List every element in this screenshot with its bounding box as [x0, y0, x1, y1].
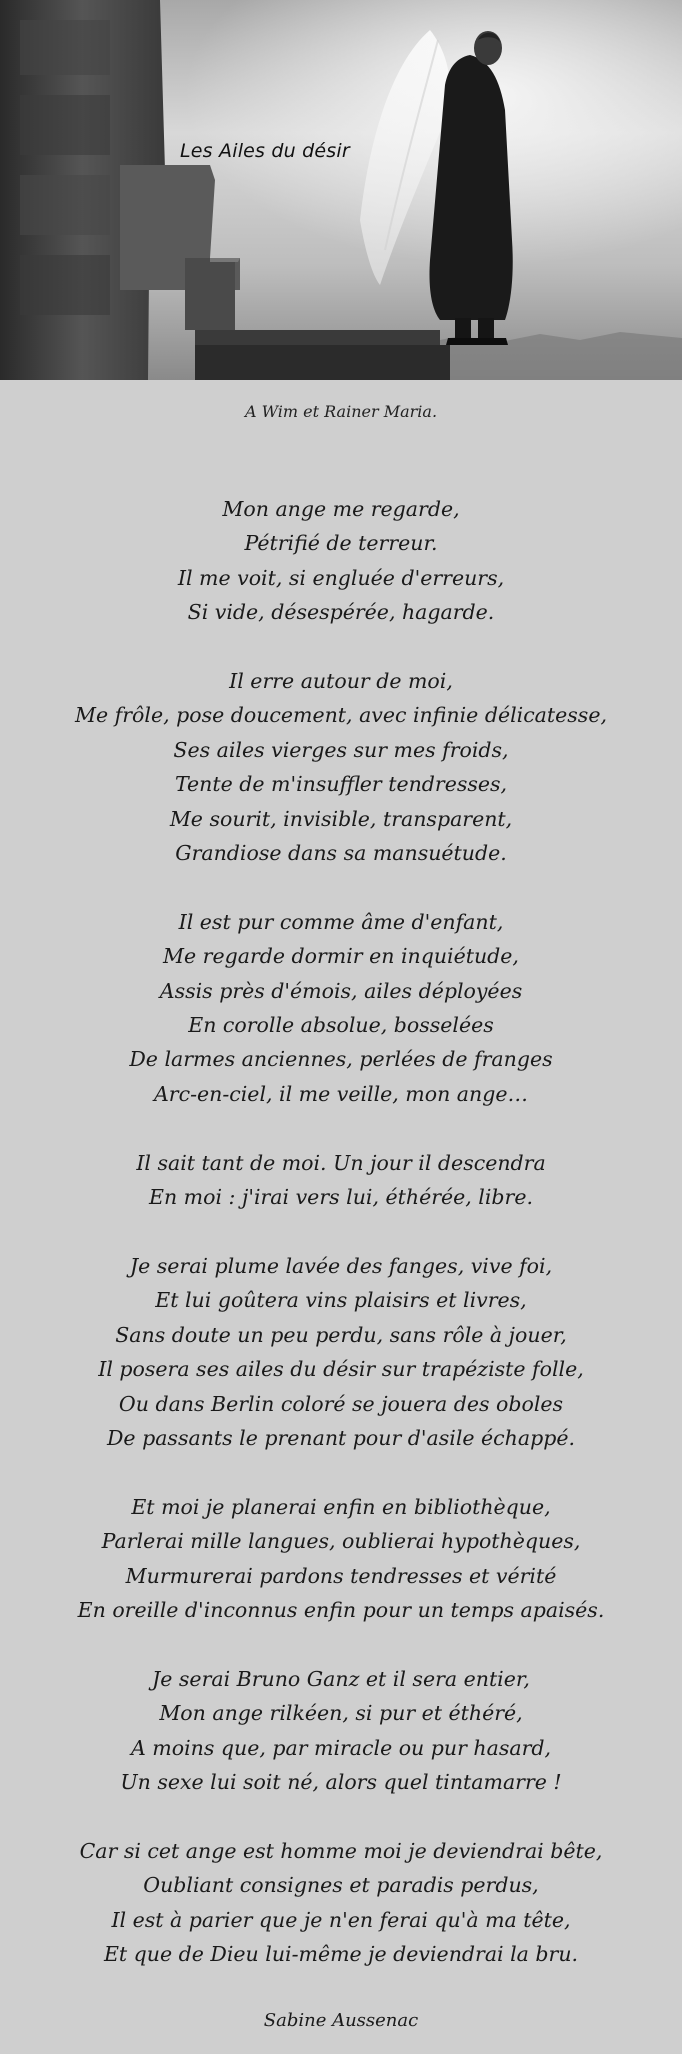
poem-line: Car si cet ange est homme moi je deviendrai bête, [79, 1838, 603, 1863]
poem-line: Me regarde dormir en inquiétude, [163, 944, 519, 969]
angel-on-ledge-illustration [0, 0, 682, 380]
stanza [0, 1662, 682, 1800]
stanza [0, 1249, 682, 1455]
film-title: Les Ailes du désir [180, 140, 350, 162]
author-signature: Sabine Aussenac [263, 2010, 419, 2031]
dedication: A Wim et Rainer Maria. [244, 402, 438, 421]
poem-line: Me frôle, pose doucement, avec infinie délicatesse, [75, 703, 607, 728]
poem-line: De passants le prenant pour d'asile échappé. [107, 1425, 575, 1450]
poem-line: Il sait tant de moi. Un jour il descendra [136, 1150, 546, 1175]
poem-line: Et lui goûtera vins plaisirs et livres, [155, 1288, 527, 1313]
poem-line: Mon ange rilkéen, si pur et éthéré, [159, 1701, 523, 1726]
poem-line: Parlerai mille langues, oublierai hypothèques, [101, 1529, 581, 1554]
poem-line: Il erre autour de moi, [229, 669, 453, 694]
poem-line: A moins que, par miracle ou pur hasard, [130, 1735, 552, 1760]
poem-line: Je serai Bruno Ganz et il sera entier, [152, 1666, 530, 1691]
poem-line: Et que de Dieu lui-même je deviendrai la bru. [103, 1941, 579, 1966]
stanza [0, 1146, 682, 1215]
poem-line: Mon ange me regarde, [222, 497, 460, 521]
poem-line: Je serai plume lavée des fanges, vive foi, [129, 1253, 553, 1278]
poem-line: Il est à parier que je n'en ferai qu'à ma tête, [111, 1907, 571, 1932]
poem-line: En oreille d'inconnus enfin pour un temps apaisés. [77, 1597, 605, 1622]
poem-body [0, 492, 682, 2006]
poem-line: Pétrifié de terreur. [244, 531, 438, 556]
poem-line: Grandiose dans sa mansuétude. [175, 841, 507, 866]
stanza [0, 492, 682, 630]
stanza [0, 1490, 682, 1628]
poem-line: En corolle absolue, bosselées [188, 1013, 494, 1038]
poem-line: De larmes anciennes, perlées de franges [129, 1047, 553, 1072]
header-photo [0, 0, 682, 380]
poem-line: Un sexe lui soit né, alors quel tintamarre ! [120, 1769, 562, 1794]
poem-line: Ou dans Berlin coloré se jouera des oboles [118, 1391, 564, 1416]
poem-line: Il posera ses ailes du désir sur trapéziste folle, [98, 1357, 584, 1382]
poem-line: Ses ailes vierges sur mes froids, [173, 737, 509, 762]
poem-line: Il est pur comme âme d'enfant, [178, 909, 504, 934]
poem-line: En moi : j'irai vers lui, éthérée, libre. [149, 1185, 533, 1210]
stanza [0, 905, 682, 1111]
poem-line: Me sourit, invisible, transparent, [169, 806, 513, 831]
poem-line: Et moi je planerai enfin en bibliothèque, [131, 1494, 551, 1519]
poem-line: Tente de m'insuffler tendresses, [174, 772, 508, 797]
poem-line: Assis près d'émois, ailes déployées [159, 978, 523, 1003]
poem-line: Murmurerai pardons tendresses et vérité [125, 1563, 557, 1588]
poem-line: Si vide, désespérée, hagarde. [187, 600, 495, 625]
stanza [0, 1834, 682, 1972]
poem-line: Il me voit, si engluée d'erreurs, [177, 565, 505, 590]
poem-line: Arc-en-ciel, il me veille, mon ange… [154, 1081, 528, 1106]
stanza [0, 664, 682, 870]
poem-line: Sans doute un peu perdu, sans rôle à jouer, [115, 1322, 567, 1347]
poem-line: Oubliant consignes et paradis perdus, [143, 1873, 539, 1898]
